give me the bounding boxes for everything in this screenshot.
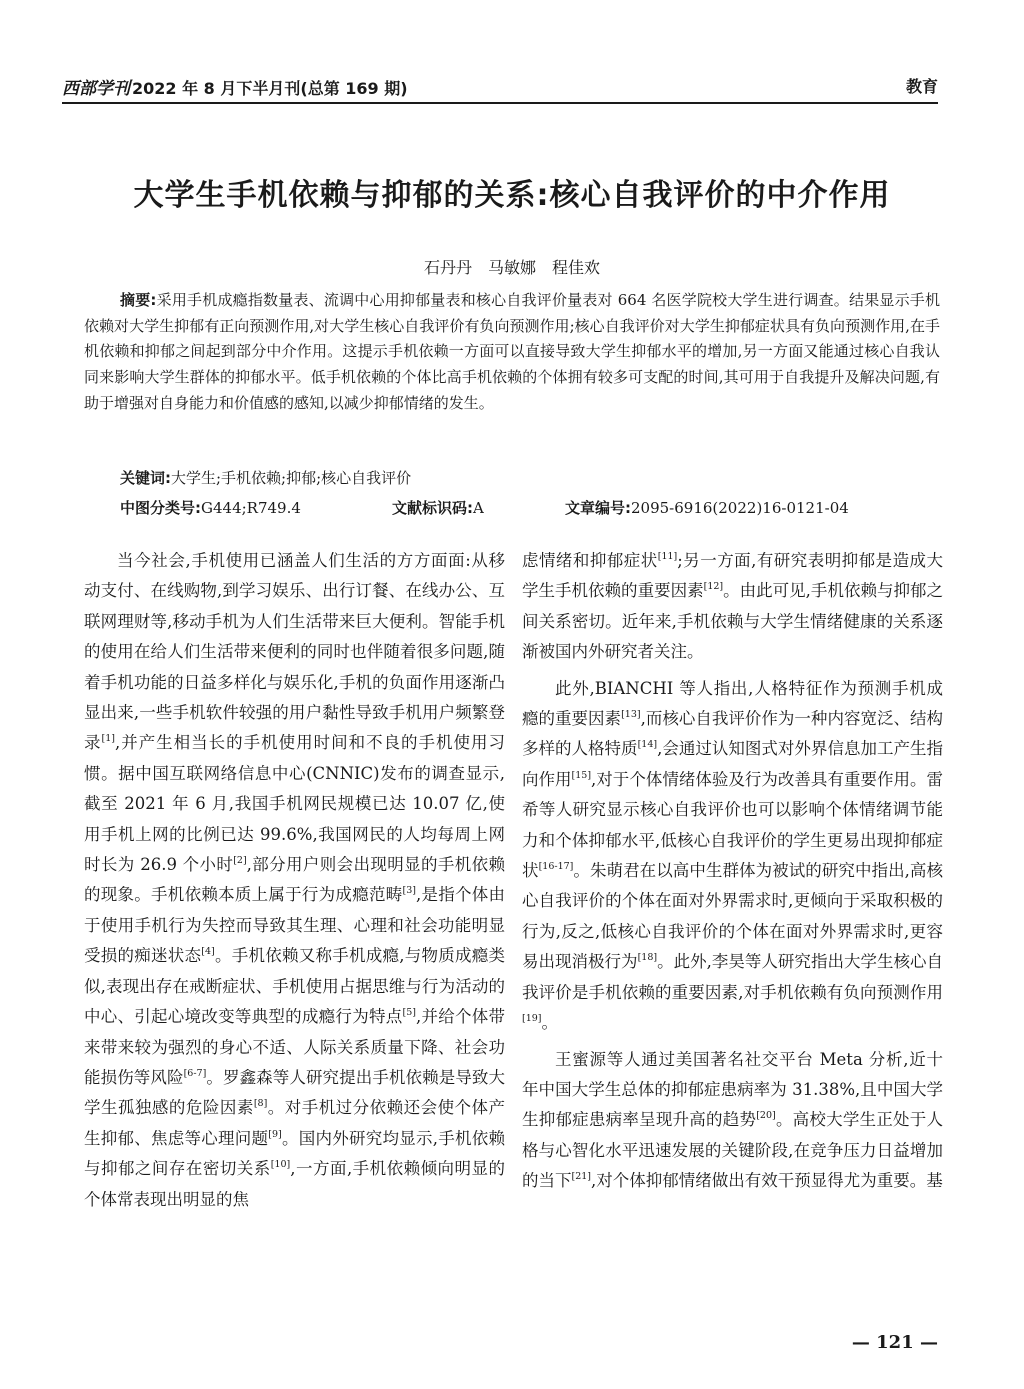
journal-logo: 西部学刊 bbox=[62, 79, 130, 99]
citation: [10] bbox=[270, 1159, 291, 1171]
body-text: ,会通过认知图式对外界信息加工产生指向作用 bbox=[522, 739, 944, 789]
body-paragraph bbox=[522, 1045, 943, 1197]
abstract bbox=[84, 288, 940, 417]
body-column-right bbox=[522, 546, 943, 1197]
clc-value: G444;R749.4 bbox=[201, 499, 301, 517]
doc-code-value: A bbox=[473, 499, 484, 517]
citation: [3] bbox=[402, 885, 416, 897]
citation: [8] bbox=[253, 1098, 268, 1110]
body-text: 。朱萌君在以高中生群体为被试的研究中指出,高核心自我评价的个体在面对外界需求时,更倾向于采取积极的行为,反之,低核心自我评价的个体在面对外界需求时,更容易出现消极行为 bbox=[522, 861, 943, 972]
keywords-text: 大学生;手机依赖;抑郁;核心自我评价 bbox=[171, 469, 412, 487]
body-paragraph bbox=[84, 546, 505, 1215]
citation: [5] bbox=[402, 1007, 416, 1019]
body-text: 王蜜源等人通过美国著名社交平台 Meta 分析,近十年中国大学生总体的抑郁症患病率为 31.38%,且中国大学生抑郁症患病率呈现升高的趋势 bbox=[522, 1049, 943, 1130]
body-text: 。 bbox=[541, 1013, 559, 1033]
citation: [20] bbox=[756, 1110, 776, 1122]
body-text: 。罗鑫森等人研究提出手机依赖是导致大学生孤独感的危险因素 bbox=[84, 1067, 506, 1118]
section-label: 教育 bbox=[905, 77, 938, 96]
article-number-value: 2095-6916(2022)16-0121-04 bbox=[631, 499, 849, 517]
clc-number bbox=[120, 497, 301, 518]
body-text: ,并产生相当长的手机使用时间和不良的手机使用习惯。据中国互联网络信息中心(CNNIC)发布的调查显示,截至 2021 年 6 月,我国手机网民规模已达 10.07 亿,使用手机上网的比例已达 99.6%,我国网民的人均每周上网时长为 26.9 个小时 bbox=[84, 733, 506, 875]
body-text: 。此外,李昊等人研究指出大学生核心自我评价是手机依赖的重要因素,对手机依赖有负向预测作用 bbox=[522, 952, 944, 1002]
journal-issue-line bbox=[62, 74, 408, 99]
citation: [2] bbox=[233, 855, 247, 867]
document-code bbox=[392, 497, 484, 518]
body-text: 。手机依赖又称手机成瘾,与物质成瘾类似,表现出存在戒断症状、手机使用占据思维与行为活动的中心、引起心境改变等典型的成瘾行为特点 bbox=[84, 946, 506, 1027]
citation: [9] bbox=[268, 1128, 282, 1140]
citation: [11] bbox=[657, 551, 678, 562]
citation: [21] bbox=[571, 1171, 592, 1183]
citation: [18] bbox=[637, 952, 658, 964]
body-column-left bbox=[84, 546, 505, 1215]
keywords-label: 关键词: bbox=[120, 469, 171, 487]
body-paragraph bbox=[522, 546, 943, 668]
article-number bbox=[565, 497, 849, 518]
keywords bbox=[120, 467, 411, 488]
citation: [15] bbox=[571, 769, 592, 781]
author-list: 石丹丹 马敏娜 程佳欢 bbox=[423, 258, 600, 277]
citation: [1] bbox=[101, 733, 115, 745]
body-text: 。由此可见,手机依赖与抑郁之间关系密切。近年来,手机依赖与大学生情绪健康的关系逐渐被国内外研究者关注。 bbox=[522, 581, 944, 662]
citation: [19] bbox=[522, 1013, 542, 1025]
body-text: ,对个体抑郁情绪做出有效干预显得尤为重要。基 bbox=[591, 1171, 943, 1191]
body-text: ,而核心自我评价作为一种内容宽泛、结构多样的人格特质 bbox=[522, 709, 943, 759]
page-number: — 121 — bbox=[851, 1332, 938, 1353]
doc-code-label: 文献标识码: bbox=[392, 499, 473, 517]
body-text: ;另一方面,有研究表明抑郁是造成大学生手机依赖的重要因素 bbox=[522, 551, 944, 601]
body-text: 虑情绪和抑郁症状 bbox=[522, 551, 658, 570]
body-text: ,部分用户则会出现明显的手机依赖的现象。手机依赖本质上属于行为成瘾范畴 bbox=[84, 855, 505, 905]
running-header bbox=[62, 68, 938, 104]
body-text: ,并给个体带来带来较为强烈的身心不适、人际关系质量下降、社会功能损伤等风险 bbox=[84, 1007, 506, 1087]
article-number-label: 文章编号: bbox=[565, 499, 631, 517]
body-text: 。国内外研究均显示,手机依赖与抑郁之间存在密切关系 bbox=[84, 1128, 505, 1179]
abstract-label: 摘要: bbox=[120, 291, 157, 309]
body-text: ,对于个体情绪体验及行为改善具有重要作用。雷希等人研究显示核心自我评价也可以影响个体情绪调节能力和个体抑郁水平,低核心自我评价的学生更易出现抑郁症状 bbox=[522, 769, 943, 881]
body-text: 当今社会,手机使用已涵盖人们生活的方方面面:从移动支付、在线购物,到学习娱乐、出行订餐、在线办公、互联网理财等,移动手机为人们生活带来巨大便利。智能手机的使用在给人们生活带来便利的同时也伴随着很多问题,随着手机功能的日益多样化与娱乐化,手机的负面作用逐渐凸显出来,一些手机软件较强的用户黏性导致手机用户频繁登录 bbox=[84, 551, 505, 753]
citation: [13] bbox=[621, 709, 641, 721]
citation: [12] bbox=[703, 581, 724, 593]
body-text: ,是指个体由于使用手机行为失控而导致其生理、心理和社会功能明显受损的痴迷状态 bbox=[84, 885, 506, 966]
citation: [16-17] bbox=[538, 861, 574, 873]
article-title: 大学生手机依赖与抑郁的关系:核心自我评价的中介作用 bbox=[133, 178, 891, 213]
citation: [6-7] bbox=[183, 1067, 207, 1079]
citation: [14] bbox=[637, 739, 658, 751]
body-text: 。对手机过分依赖还会使个体产生抑郁、焦虑等心理问题 bbox=[84, 1098, 506, 1148]
citation: [4] bbox=[201, 946, 215, 958]
body-text: 此外,BIANCHI 等人指出,人格特征作为预测手机成瘾的重要因素 bbox=[522, 678, 943, 729]
body-text: ,一方面,手机依赖倾向明显的个体常表现出明显的焦 bbox=[84, 1159, 505, 1209]
body-paragraph bbox=[522, 674, 943, 1039]
abstract-text: 采用手机成瘾指数量表、流调中心用抑郁量表和核心自我评价量表对 664 名医学院校大学生进行调查。结果显示手机依赖对大学生抑郁有正向预测作用,对大学生核心自我评价有负向预测作用;核心自我评价对大学生抑郁症状具有负向预测作用,在手机依赖和抑郁之间起到部分中介作用。这提示手机依赖一方面可以直接导致大学生抑郁水平的增加,另一方面又能通过核心自我认同来影响大学生群体的抑郁水平。低手机依赖的个体比高手机依赖的个体拥有较多可支配的时间,其可用于自我提升及解决问题,有助于增强对自身能力和价值感的感知,以减少抑郁情绪的发生。 bbox=[84, 291, 941, 412]
body-text: 。高校大学生正处于人格与心智化水平迅速发展的关键阶段,在竞争压力日益增加的当下 bbox=[522, 1110, 944, 1191]
issue-info: 2022 年 8 月下半月刊(总第 169 期) bbox=[132, 79, 408, 98]
clc-label: 中图分类号: bbox=[120, 499, 201, 517]
